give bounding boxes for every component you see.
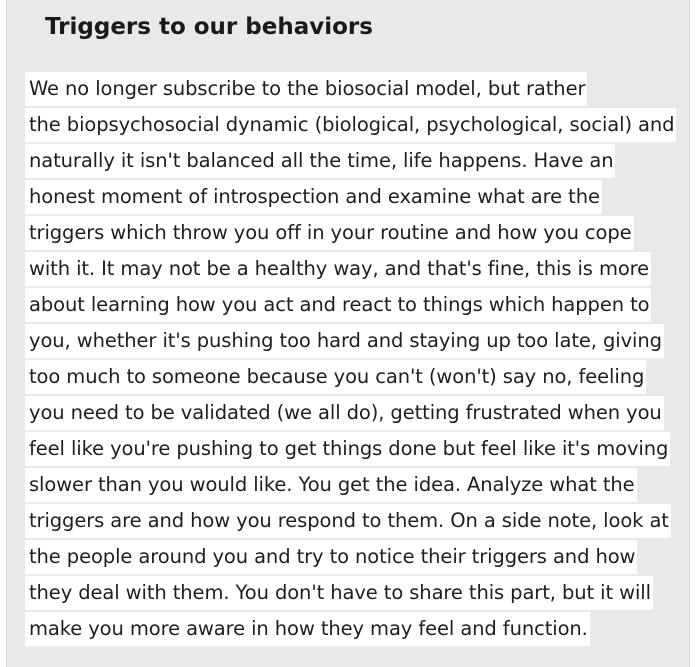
paragraph-line (25, 576, 700, 612)
paragraph-line (25, 252, 700, 288)
paragraph-line (25, 72, 700, 108)
paragraph-line (25, 108, 700, 144)
section-heading: Triggers to our behaviors (45, 14, 373, 40)
paragraph-line (25, 432, 700, 468)
paragraph-line (25, 288, 700, 324)
paragraph-line (25, 468, 700, 504)
paragraph-line (25, 612, 700, 648)
line-text: We no longer subscribe to the biosocial model, but rather (25, 72, 587, 106)
paragraph-line (25, 180, 700, 216)
paragraph-line (25, 504, 700, 540)
paragraph-line (25, 396, 700, 432)
line-text: you need to be validated (we all do), getting frustrated when you (25, 396, 664, 430)
line-text: with it. It may not be a healthy way, and that's fine, this is more (25, 252, 651, 286)
paragraph-line (25, 216, 700, 252)
line-text: make you more aware in how they may feel and function. (25, 612, 590, 646)
paragraph-line (25, 540, 700, 576)
line-text: about learning how you act and react to things which happen to (25, 288, 651, 322)
line-text: feel like you're pushing to get things done but feel like it's moving (25, 432, 670, 466)
paragraph (25, 72, 700, 648)
line-text: the biopsychosocial dynamic (biological, psychological, social) and (25, 108, 676, 142)
line-text: the people around you and try to notice their triggers and how (25, 540, 637, 574)
line-text: too much to someone because you can't (won't) say no, feeling (25, 360, 646, 394)
paragraph-line (25, 144, 700, 180)
content-card (6, 0, 690, 667)
line-text: triggers which throw you off in your routine and how you cope (25, 216, 634, 250)
line-text: slower than you would like. You get the idea. Analyze what the (25, 468, 637, 502)
paragraph-line (25, 324, 700, 360)
line-text: naturally it isn't balanced all the time, life happens. Have an (25, 144, 615, 178)
line-text: they deal with them. You don't have to share this part, but it will (25, 576, 653, 610)
line-text: honest moment of introspection and examine what are the (25, 180, 602, 214)
line-text: triggers are and how you respond to them. On a side note, look at (25, 504, 671, 538)
line-text: you, whether it's pushing too hard and staying up too late, giving (25, 324, 664, 358)
paragraph-line (25, 360, 700, 396)
